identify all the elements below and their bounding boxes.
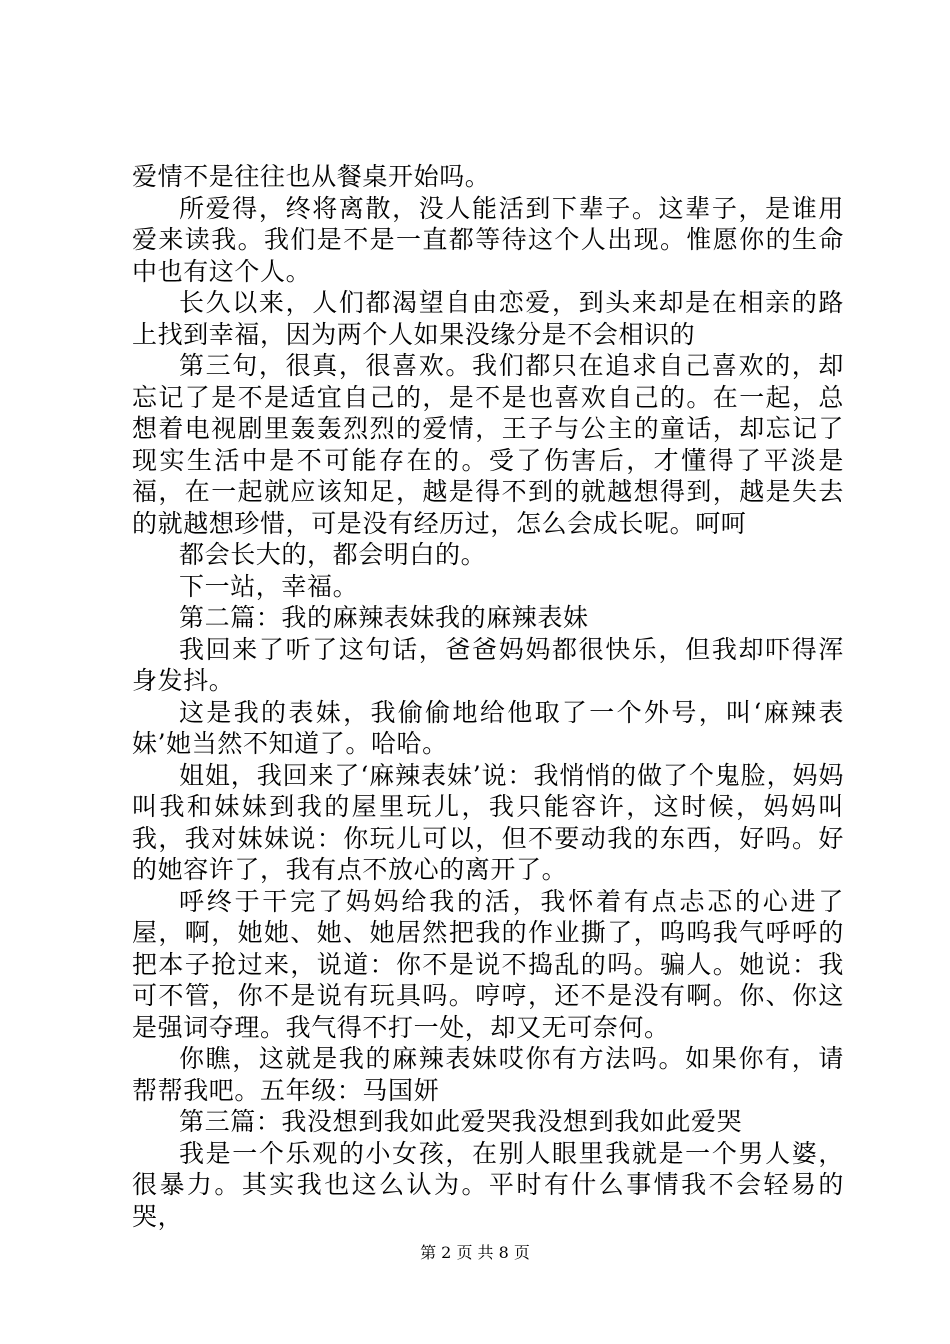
paragraph: 第三句，很真，很喜欢。我们都只在追求自己喜欢的，却忘记了是不是适宜自己的，是不是也喜欢自己的。在一起，总想着电视剧里轰轰烈烈的爱情，王子与公主的童话，却忘记了现实生活中是不可能存在的。受了伤害后，才懂得了平淡是福，在一起就应该知足，越是得不到的就越想得到，越是失去的就越想珍惜，可是没有经历过，怎么会成长呢。呵呵: [132, 351, 844, 538]
paragraph: 下一站，幸福。: [179, 571, 359, 601]
paragraph: 长久以来，人们都渴望自由恋爱，到头来却是在相亲的路上找到幸福，因为两个人如果没缘分是不会相识的: [132, 288, 844, 349]
section-heading: 第二篇：我的麻辣表妹我的麻辣表妹: [179, 603, 589, 632]
paragraph: 这是我的表妹，我偷偷地给他取了一个外号，叫‘麻辣表妹’她当然不知道了。哈哈。: [132, 697, 844, 758]
paragraph: 呼终于干完了妈妈给我的活，我怀着有点忐忑的心进了屋，啊，她她、她、她居然把我的作业撕了，呜呜我气呼呼的把本子抢过来，说道：你不是说不捣乱的吗。骗人。她说：我可不管，你不是说有玩具吗。哼哼，还不是没有啊。你、你这是强词夺理。我气得不打一处，却又无可奈何。: [132, 886, 844, 1042]
paragraph: 姐姐，我回来了‘麻辣表妹’说：我悄悄的做了个鬼脸，妈妈叫我和妹妹到我的屋里玩儿，我只能容许，这时候，妈妈叫我，我对妹妹说：你玩儿可以，但不要动我的东西，好吗。好的她容许了，我有点不放心的离开了。: [132, 760, 844, 884]
paragraph: 我是一个乐观的小女孩，在别人眼里我就是一个男人婆，很暴力。其实我也这么认为。平时有什么事情我不会轻易的哭，: [132, 1138, 844, 1231]
paragraph: 都会长大的，都会明白的。: [179, 540, 487, 569]
paragraph: 我回来了听了这句话，爸爸妈妈都很快乐，但我却吓得浑身发抖。: [132, 634, 844, 695]
paragraph: 所爱得，终将离散，没人能活到下辈子。这辈子，是谁用爱来读我。我们是不是一直都等待这个人出现。惟愿你的生命中也有这个人。: [132, 193, 844, 286]
page-number-footer: 第 2 页 共 8 页: [420, 1243, 530, 1262]
paragraph: 爱情不是往往也从餐桌开始吗。: [132, 162, 491, 191]
section-heading: 第三篇：我没想到我如此爱哭我没想到我如此爱哭: [179, 1107, 743, 1136]
document-body: [132, 161, 844, 1232]
paragraph: 你瞧，这就是我的麻辣表妹哎你有方法吗。如果你有，请帮帮我吧。五年级：马国妍: [132, 1044, 844, 1105]
